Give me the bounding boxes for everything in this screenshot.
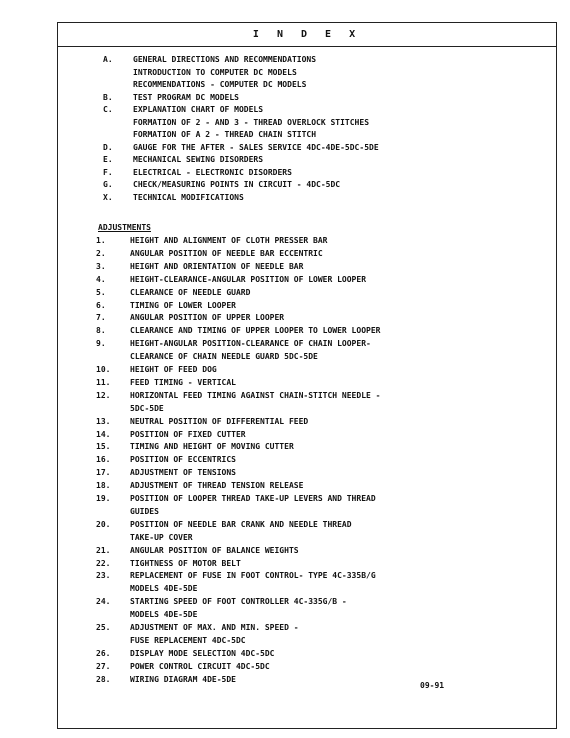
adjustment-line: MODELS 4DE-5DE xyxy=(130,584,198,594)
section-label: A. xyxy=(103,55,113,64)
adjustment-line: 5DC-5DE xyxy=(130,403,164,413)
adjustment-number: 24. xyxy=(96,597,111,607)
adjustment-number: 8. xyxy=(96,326,106,336)
adjustment-line: CLEARANCE OF NEEDLE GUARD xyxy=(130,287,251,297)
adjustment-line: TIMING AND HEIGHT OF MOVING CUTTER xyxy=(130,442,294,452)
section-label: F. xyxy=(103,167,113,177)
adjustment-line: POSITION OF FIXED CUTTER xyxy=(130,429,246,439)
section-line: ELECTRICAL - ELECTRONIC DISORDERS xyxy=(133,167,292,177)
adjustment-number: 28. xyxy=(96,674,111,684)
adjustment-line: HEIGHT AND ORIENTATION OF NEEDLE BAR xyxy=(130,261,304,271)
adjustment-line: TAKE-UP COVER xyxy=(130,532,193,542)
adjustment-number: 17. xyxy=(96,468,111,478)
section-line: FORMATION OF A 2 - THREAD CHAIN STITCH xyxy=(133,130,317,139)
adjustment-number: 7. xyxy=(96,313,106,323)
adjustments-heading: ADJUSTMENTS xyxy=(98,223,151,232)
page-title: I N D E X xyxy=(58,23,556,47)
adjustment-number: 4. xyxy=(96,274,106,284)
adjustment-line: HEIGHT-CLEARANCE-ANGULAR POSITION OF LOWER LOOPER xyxy=(130,274,367,284)
section-line: TEST PROGRAM DC MODELS xyxy=(133,92,239,102)
adjustment-line: HORIZONTAL FEED TIMING AGAINST CHAIN-STITCH NEEDLE - xyxy=(130,390,381,400)
section-line: GENERAL DIRECTIONS AND RECOMMENDATIONS xyxy=(133,55,317,64)
adjustment-number: 16. xyxy=(96,455,111,465)
adjustment-line: FUSE REPLACEMENT 4DC-5DC xyxy=(130,635,246,645)
section-line: FORMATION OF 2 - AND 3 - THREAD OVERLOCK STITCHES xyxy=(133,117,370,127)
adjustment-number: 2. xyxy=(96,248,106,258)
adjustment-number: 15. xyxy=(96,442,111,452)
footer-code: 09-91 xyxy=(420,681,445,690)
section-label: G. xyxy=(103,180,113,189)
adjustment-line: POSITION OF NEEDLE BAR CRANK AND NEEDLE THREAD xyxy=(130,519,352,529)
adjustment-number: 9. xyxy=(96,339,106,349)
adjustment-line: DISPLAY MODE SELECTION 4DC-5DC xyxy=(130,648,275,658)
adjustment-line: STARTING SPEED OF FOOT CONTROLLER 4C-335G/B - xyxy=(130,597,347,607)
section-line: GAUGE FOR THE AFTER - SALES SERVICE 4DC-4DE-5DC-5DE xyxy=(133,142,379,152)
adjustment-line: WIRING DIAGRAM 4DE-5DE xyxy=(130,674,236,684)
adjustment-number: 3. xyxy=(96,261,106,271)
section-line: TECHNICAL MODIFICATIONS xyxy=(133,192,244,202)
adjustment-number: 1. xyxy=(96,236,106,245)
adjustment-line: ADJUSTMENT OF TENSIONS xyxy=(130,468,236,478)
section-line: CHECK/MEASURING POINTS IN CIRCUIT - 4DC-5DC xyxy=(133,180,341,189)
section-label: B. xyxy=(103,92,113,102)
section-line: INTRODUCTION TO COMPUTER DC MODELS xyxy=(133,67,297,77)
adjustment-number: 10. xyxy=(96,365,111,374)
adjustment-number: 20. xyxy=(96,519,111,529)
section-label: D. xyxy=(103,142,113,152)
adjustment-line: ANGULAR POSITION OF UPPER LOOPER xyxy=(130,313,285,323)
adjustment-line: NEUTRAL POSITION OF DIFFERENTIAL FEED xyxy=(130,416,309,426)
section-label: X. xyxy=(103,192,113,202)
adjustment-line: ANGULAR POSITION OF BALANCE WEIGHTS xyxy=(130,545,299,555)
adjustment-line: TIGHTNESS OF MOTOR BELT xyxy=(130,558,241,568)
adjustment-line: HEIGHT OF FEED DOG xyxy=(130,365,217,374)
adjustment-number: 14. xyxy=(96,429,111,439)
section-line: MECHANICAL SEWING DISORDERS xyxy=(133,155,264,164)
adjustment-number: 23. xyxy=(96,571,111,581)
adjustment-line: MODELS 4DE-5DE xyxy=(130,610,198,620)
adjustment-line: GUIDES xyxy=(130,506,159,516)
adjustment-number: 26. xyxy=(96,648,111,658)
adjustment-number: 12. xyxy=(96,390,111,400)
adjustment-number: 25. xyxy=(96,623,111,632)
adjustment-line: TIMING OF LOWER LOOPER xyxy=(130,300,236,310)
adjustment-line: HEIGHT-ANGULAR POSITION-CLEARANCE OF CHAIN LOOPER- xyxy=(130,339,371,349)
adjustment-line: POWER CONTROL CIRCUIT 4DC-5DC xyxy=(130,661,270,671)
adjustment-number: 13. xyxy=(96,416,111,426)
adjustment-line: REPLACEMENT OF FUSE IN FOOT CONTROL- TYPE 4C-335B/G xyxy=(130,571,376,581)
adjustment-line: POSITION OF LOOPER THREAD TAKE-UP LEVERS AND THREAD xyxy=(130,494,376,503)
section-label: E. xyxy=(103,155,113,164)
adjustment-number: 21. xyxy=(96,545,111,555)
adjustment-line: ANGULAR POSITION OF NEEDLE BAR ECCENTRIC xyxy=(130,248,323,258)
adjustment-number: 5. xyxy=(96,287,106,297)
adjustment-number: 27. xyxy=(96,661,111,671)
adjustment-line: CLEARANCE AND TIMING OF UPPER LOOPER TO LOWER LOOPER xyxy=(130,326,381,336)
adjustment-number: 19. xyxy=(96,494,111,503)
adjustment-line: POSITION OF ECCENTRICS xyxy=(130,455,236,465)
adjustment-line: ADJUSTMENT OF MAX. AND MIN. SPEED - xyxy=(130,623,299,632)
adjustment-line: FEED TIMING - VERTICAL xyxy=(130,377,236,387)
adjustment-line: CLEARANCE OF CHAIN NEEDLE GUARD 5DC-5DE xyxy=(130,352,318,362)
section-line: EXPLANATION CHART OF MODELS xyxy=(133,105,264,114)
section-line: RECOMMENDATIONS - COMPUTER DC MODELS xyxy=(133,80,307,89)
adjustment-number: 6. xyxy=(96,300,106,310)
adjustment-line: ADJUSTMENT OF THREAD TENSION RELEASE xyxy=(130,481,304,491)
adjustment-number: 22. xyxy=(96,558,111,568)
section-label: C. xyxy=(103,105,113,114)
adjustment-number: 18. xyxy=(96,481,111,491)
adjustment-line: HEIGHT AND ALIGNMENT OF CLOTH PRESSER BAR xyxy=(130,236,328,245)
adjustment-number: 11. xyxy=(96,377,111,387)
